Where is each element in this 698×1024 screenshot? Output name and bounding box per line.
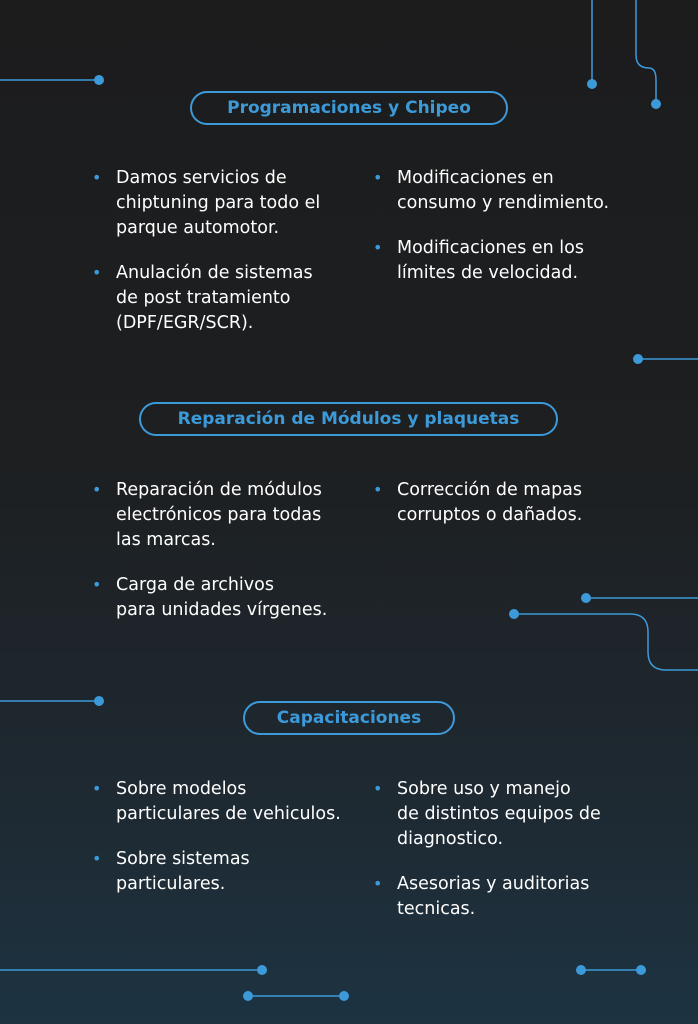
list-item: • Modificaciones en los límites de velocidad.	[373, 238, 584, 283]
list-capacitaciones-right	[371, 777, 681, 942]
list-reparacion-right	[371, 478, 671, 548]
list-item: • Reparación de módulos electrónicos para todas las marcas.	[92, 480, 322, 550]
section-title-reparacion	[139, 402, 558, 436]
section-title-capacitaciones	[243, 701, 455, 735]
bullet-icon: •	[373, 480, 383, 499]
list-item: • Corrección de mapas corruptos o dañados.	[373, 480, 583, 525]
section-title-programaciones	[190, 91, 508, 125]
list-item: • Carga de archivos para unidades vírgenes.	[92, 575, 328, 620]
bullet-icon: •	[92, 575, 102, 594]
bullet-icon: •	[373, 874, 383, 893]
list-item: • Sobre modelos particulares de vehiculos.	[92, 779, 341, 824]
bullet-icon: •	[373, 779, 383, 798]
bullet-icon: •	[373, 168, 383, 187]
list-programaciones-right	[371, 166, 671, 306]
list-item: • Anulación de sistemas de post tratamiento (DPF/EGR/SCR).	[92, 263, 313, 333]
bullet-icon: •	[92, 168, 102, 187]
list-item: • Sobre uso y manejo de distintos equipos de diagnostico.	[373, 779, 601, 849]
section-title-text: Reparación de Módulos y plaquetas	[177, 409, 520, 429]
bullet-icon: •	[92, 480, 102, 499]
bullet-icon: •	[92, 779, 102, 798]
section-title-text: Capacitaciones	[276, 708, 422, 728]
list-capacitaciones-left	[90, 777, 370, 917]
list-reparacion-left	[90, 478, 350, 643]
bullet-icon: •	[373, 238, 383, 257]
bullet-icon: •	[92, 849, 102, 868]
list-item: • Modificaciones en consumo y rendimiento.	[373, 168, 610, 213]
list-item: • Sobre sistemas particulares.	[92, 849, 250, 894]
list-item: • Damos servicios de chiptuning para todo el parque automotor.	[92, 168, 321, 238]
section-title-text: Programaciones y Chipeo	[227, 98, 471, 118]
list-item: • Asesorias y auditorias tecnicas.	[373, 874, 590, 919]
list-programaciones-left	[90, 166, 350, 356]
bullet-icon: •	[92, 263, 102, 282]
